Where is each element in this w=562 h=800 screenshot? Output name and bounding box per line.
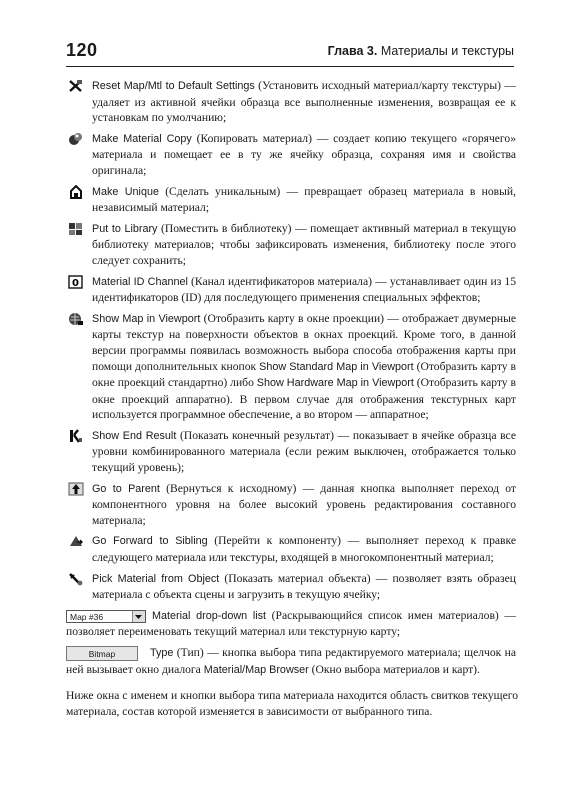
description: (Установить исходный материал/карту текстуры) — удаляет из активной ячейки образца все выполненные изменения, возвращая ее к установкам по умолчанию; <box>92 79 516 125</box>
chevron-down-icon <box>132 611 145 622</box>
term: Go Forward to Sibling <box>92 535 208 548</box>
list-item-show-map-in-viewport <box>66 311 516 423</box>
description: (Раскрывающийся список имен материалов) — позволяет переименовать текущий материал или текстурную карту; <box>66 608 516 639</box>
term-standard-map: Show Standard Map in Viewport <box>259 360 414 373</box>
description: (Вернуться к исходному) — данная кнопка выполняет переход от компонентного уровня на более высокий уровень редактирования составного материала; <box>92 481 517 527</box>
term: Make Unique <box>92 185 159 198</box>
term: Material ID Channel <box>92 275 188 288</box>
description: (Копировать материал) — создает копию текущего «горячего» материала и помещает ее в ту же ячейку образца, сохраняя имя и свойства оригинала; <box>92 131 516 177</box>
term-browser: Material/Map Browser <box>203 663 309 676</box>
term-hardware-map: Show Hardware Map in Viewport <box>256 377 414 390</box>
term: Go to Parent <box>92 482 160 495</box>
description: (Отобразить карту в окне проекции) — отображает двумерные карты текстур на поверхности объектов в окнах проекций. Кроме того, в данной версии программы появилась возможность выбора способа отображения карты при помощи дополнительных кнопок <box>92 311 517 373</box>
term: Material drop-down list <box>152 609 267 622</box>
description: (Тип) — кнопка выбора типа редактируемого материала; щелчок на ней вызывает окно диалога <box>66 646 516 676</box>
toolbar-buttons-list <box>66 78 516 683</box>
go-forward-to-sibling-icon <box>68 534 84 548</box>
list-item-show-end-result <box>66 428 516 476</box>
reset-map-icon <box>68 79 84 93</box>
list-item-pick-material <box>66 571 516 603</box>
put-to-library-icon <box>68 222 84 236</box>
make-unique-icon <box>68 185 84 199</box>
list-item-material-id-channel <box>66 274 516 306</box>
term: Show End Result <box>92 429 177 442</box>
description: (Показать конечный результат) — показывает в ячейке образца все уровни комбинированного материала (если режим выключен, отображается только текущий уровень); <box>92 428 516 475</box>
description: (Поместить в библиотеку) — помещает активный материал в текущую библиотеку материалов; чтобы зафиксировать изменения, библиотеку после этого следует сохранить; <box>92 221 516 267</box>
list-item-put-to-library <box>66 221 516 269</box>
list-item-make-copy <box>66 131 516 179</box>
make-copy-icon <box>68 132 84 146</box>
material-type-button[interactable]: Bitmap <box>66 646 138 661</box>
closing-paragraph: Ниже окна с именем и кнопки выбора типа материала находится область свитков текущего материала, состав которой изменяется в зависимости от выбранного типа. <box>66 689 518 718</box>
chapter-name: Материалы и текстуры <box>377 44 514 58</box>
list-item-go-to-parent <box>66 481 516 529</box>
term: Type <box>150 647 174 659</box>
show-map-in-viewport-icon <box>68 312 84 326</box>
list-item-make-unique <box>66 184 516 216</box>
chapter-title <box>328 44 514 58</box>
description: (Перейти к компоненту) — выполняет переход к правке следующего материала или текстуры, входящей в многокомпонентный материал; <box>92 534 516 565</box>
description: (Сделать уникальным) — превращает образец материала в новый, независимый материал; <box>92 184 516 215</box>
pick-material-icon <box>68 572 84 586</box>
term: Pick Material from Object <box>92 572 220 585</box>
description-3: (Отобразить карту в окне проекций аппаратно). В первом случае для отображения текстурных карт используется программное обеспечение, а во втором — аппаратное; <box>92 376 516 422</box>
page-number: 120 <box>66 40 98 60</box>
list-item-type-button <box>66 645 516 678</box>
material-name-dropdown[interactable] <box>66 610 146 623</box>
list-item-reset-map <box>66 78 516 126</box>
description-2: (Окно выбора материалов и карт). <box>308 662 480 676</box>
list-item-material-dropdown <box>66 608 516 640</box>
go-to-parent-icon <box>68 482 84 496</box>
show-end-result-icon <box>68 429 84 443</box>
material-name-value: Map #36 <box>70 611 104 622</box>
chapter-label: Глава 3. <box>327 44 378 58</box>
header-rule <box>66 66 514 67</box>
material-id-channel-icon <box>68 275 84 289</box>
description: (Канал идентификаторов материала) — устанавливает один из 15 идентификаторов (ID) для последующего применения специальных эффектов; <box>92 274 516 305</box>
list-item-go-forward-to-sibling <box>66 533 516 565</box>
term: Show Map in Viewport <box>92 312 201 325</box>
term: Make Material Copy <box>92 132 192 145</box>
page-header <box>66 42 514 66</box>
description: (Показать материал объекта) — позволяет взять образец материала с объекта сцены и загрузить в текущую ячейку; <box>92 571 516 602</box>
svg-text:0: 0 <box>72 277 79 289</box>
description-2: (Отобразить карту в окне проекций стандартно) либо <box>92 359 517 390</box>
term: Put to Library <box>92 222 158 235</box>
term: Reset Map/Mtl to Default Settings <box>92 80 255 92</box>
